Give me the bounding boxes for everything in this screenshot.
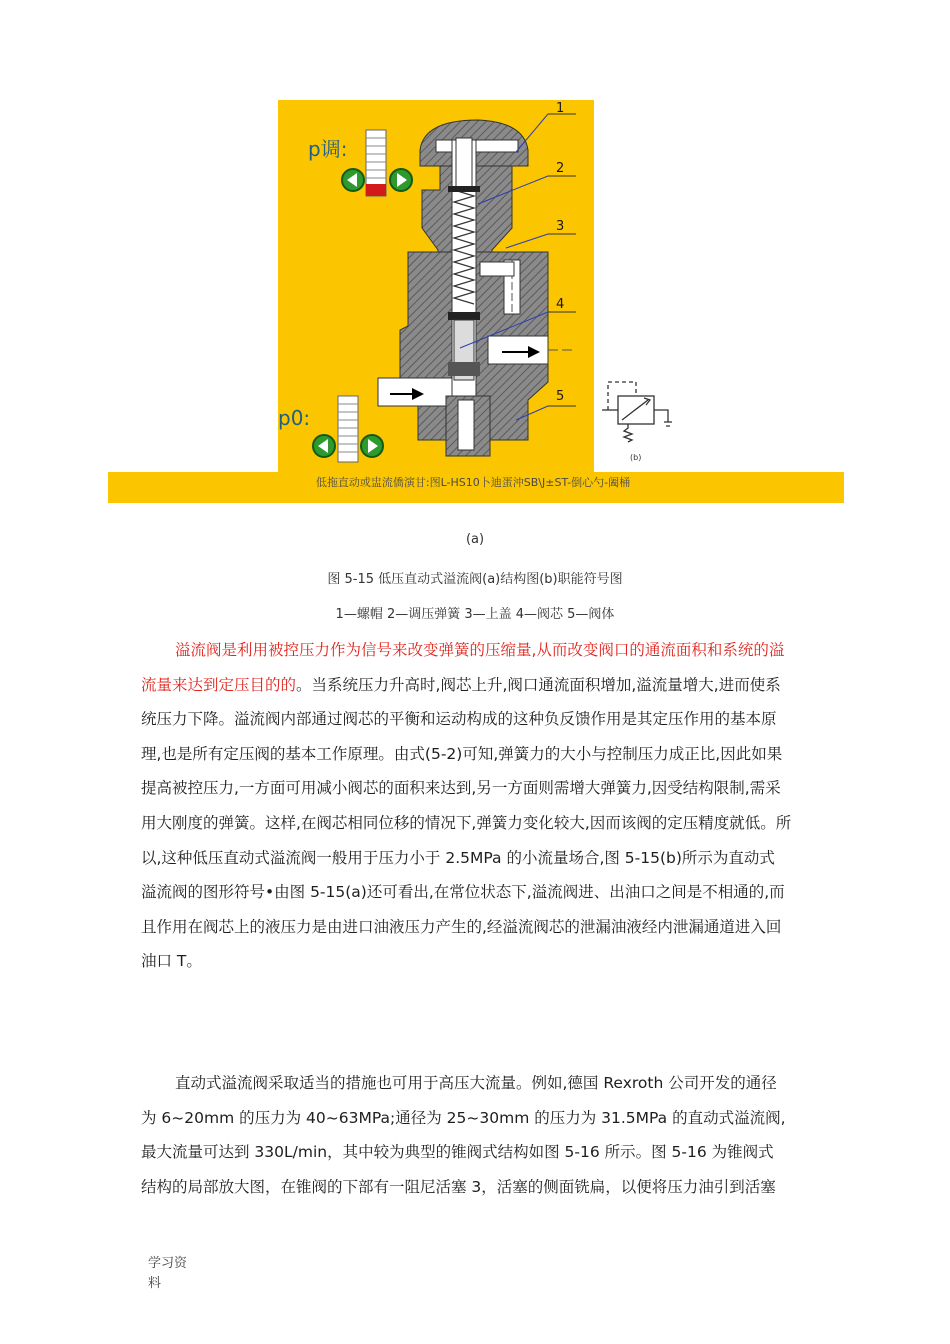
part-number-2: 2 [556,161,565,176]
figure-band-caption: 低拖直动或盅流僑演甘:图L-HS10卜迪蛋沖SB\J±ST-倒心勺-阖桶 [315,476,631,489]
p0-increase-button[interactable] [361,435,383,457]
paragraph-line: 结构的局部放大图，在锥阀的下部有一阻尼活塞 3，活塞的侧面铣扁，以便将压力油引到活塞 [141,1177,776,1196]
paragraph-line: 油口 T。 [141,952,202,971]
relief-valve-symbol [602,382,672,462]
paragraph-line: 直动式溢流阀采取适当的措施也可用于高压大流量。例如,德国 Rexroth 公司开发的通径 [175,1074,777,1092]
p-adjust-gauge-group [308,130,412,196]
part-number-5: 5 [556,389,565,404]
symbol-label: (b) [630,453,642,462]
highlighted-text: 溢流阀是利用被控压力作为信号来改变弹簧的压缩量,从而改变阀口的通流面积和系统的溢 [175,641,785,659]
figure-title: 图 5-15 低压直动式溢流阀(a)结构图(b)职能符号图 [327,572,623,587]
p-adjust-label: p调: [308,137,348,161]
part-number-3: 3 [556,219,565,234]
highlighted-text: 流量来达到定压目的的 [141,675,297,694]
valve-diagram [108,100,844,472]
paragraph-line: 统压力下降。溢流阀内部通过阀芯的平衡和运动构成的这种负反馈作用是其定压作用的基本原 [141,710,777,729]
paragraph-line: 为 6~20mm 的压力为 40~63MPa;通径为 25~30mm 的压力为 31.5MPa 的直动式溢流阀, [141,1108,786,1127]
p-adjust-decrease-button[interactable] [342,169,364,191]
page-footer [148,1254,187,1294]
paragraph-line: 以,这种低压直动式溢流阀一般用于压力小于 2.5MPa 的小流量场合,图 5-15(b)所示为直动式 [141,848,775,867]
paragraph-line: 溢流阀的图形符号•由图 5-15(a)还可看出,在常位状态下,溢流阀进、出油口之间是不相通的,而 [141,883,785,902]
paragraph-line: 理,也是所有定压阀的基本工作原理。由式(5-2)可知,弹簧力的大小与控制压力成正比,因此如果 [141,744,783,763]
footer-line: 学习资 [148,1256,188,1271]
p0-gauge-group [278,396,383,462]
figure-5-15 [108,100,844,503]
paragraph-line: 提高被控压力,一方面可用减小阀芯的面积来达到,另一方面则需增大弹簧力,因受结构限制,需采 [141,779,781,798]
figure-parts-legend: 1—螺帽 2—调压弹簧 3—上盖 4—阀芯 5—阀体 [335,607,615,622]
paragraph-2 [141,1066,813,1204]
paragraph-line: 且作用在阀芯上的液压力是由进口油液压力产生的,经溢流阀芯的泄漏油液经内泄漏通道进入回 [141,917,782,936]
p-adjust-increase-button[interactable] [390,169,412,191]
p0-decrease-button[interactable] [313,435,335,457]
p0-label: p0: [278,406,311,430]
paragraph-1 [141,633,813,979]
part-number-1: 1 [556,101,565,116]
paragraph-line [141,633,813,668]
paragraph-line: 最大流量可达到 330L/min，其中较为典型的锥阀式结构如图 5-16 所示。图 5-16 为锥阀式 [141,1143,774,1162]
paragraph-line [141,668,813,703]
footer-line: 料 [148,1276,162,1291]
part-number-4: 4 [556,297,565,312]
paragraph-line: 用大刚度的弹簧。这样,在阀芯相同位移的情况下,弹簧力变化较大,因而该阀的定压精度就低。所 [141,813,792,832]
figure-subcaption: (a) [465,532,485,547]
body-text: 。当系统压力升高时,阀芯上升,阀口通流面积增加,溢流量增大,进而使系 [296,675,781,694]
